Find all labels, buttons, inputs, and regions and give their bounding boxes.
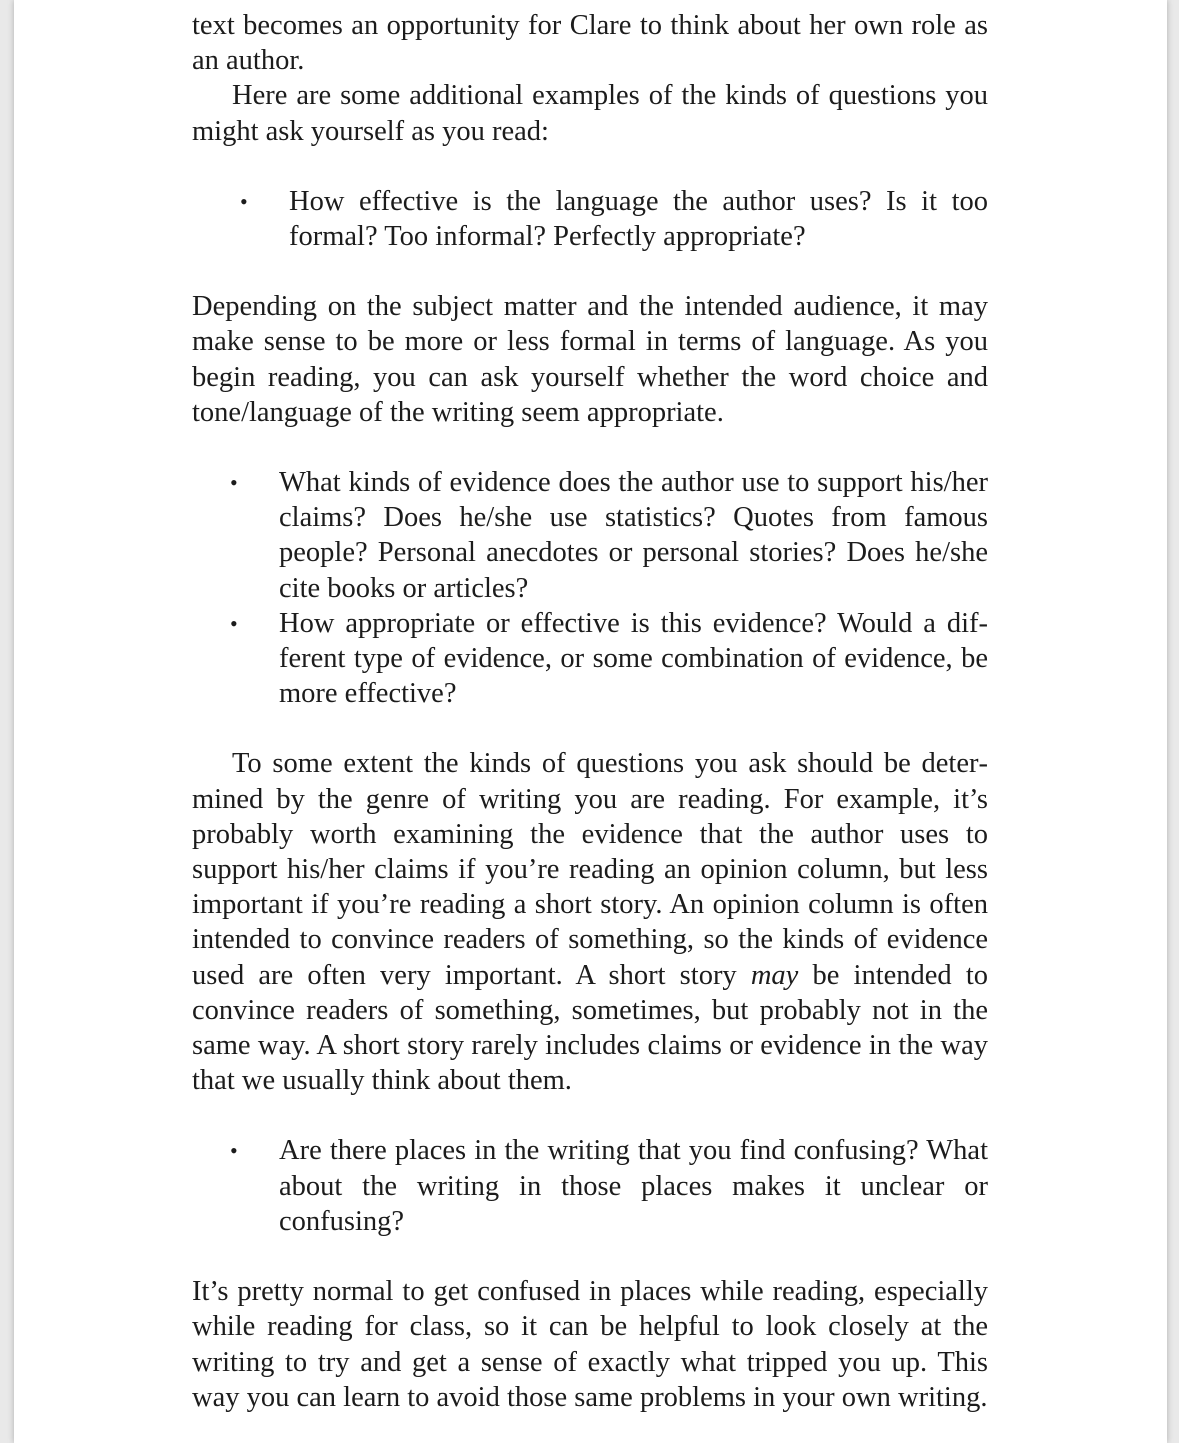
paragraph-genre-part-2: be intended to convince readers of something, sometimes, but probably not in the same way. A short story rarely includes claims or evidence in the way that we usually think about them.: [192, 959, 988, 1097]
list-item: [192, 606, 988, 712]
bullet-list-language: [192, 184, 988, 254]
list-item: [192, 1133, 988, 1239]
page-content: [192, 8, 988, 1415]
bullet-text-evidence-kinds: What kinds of evidence does the author use to support his/her claims? Does he/she use statistics? Quotes from famous people? Personal anecdotes or personal stories? Does he/she cite books or articles?: [279, 467, 988, 604]
bullet-icon: •: [240, 188, 248, 214]
bullet-icon: •: [230, 1138, 238, 1164]
bullet-list-confusing: [192, 1133, 988, 1239]
paragraph-confusing: It’s pretty normal to get confused in places while reading, especially while reading for class, so it can be helpful to look closely at the writing to try and get a sense of exactly what tripped you up. This way you can learn to avoid those same problems in your own writing.: [192, 1276, 988, 1413]
bullet-text-evidence-effectiveness: How appropriate or effective is this evidence? Would a different type of evidence, or some combination of evidence, be more effective?: [279, 607, 988, 710]
paragraph-intro: text becomes an opportunity for Clare to think about her own role as an author.: [192, 10, 988, 77]
paragraph-genre-part-1: To some extent the kinds of questions you ask should be determined by the genre of writing you are reading. For example, it’s probably worth examining the evidence that the author uses to support his/​her claims if you’re reading an opinion column, but less important if you’re reading a short story. An opinion column is often intended to convince readers of something, so the kinds of evidence used are often very important. A short story: [192, 748, 988, 991]
list-item: [192, 465, 988, 606]
bullet-icon: •: [230, 610, 238, 636]
bullet-text-language: How effective is the language the author uses? Is it too formal? Too informal? Perfectly appropriate?: [289, 185, 988, 253]
bullet-icon: •: [230, 470, 238, 496]
bullet-list-evidence: [192, 465, 988, 711]
paragraph-language: Depending on the subject matter and the intended audience, it may make sense to be more or less formal in terms of language. As you begin reading, you can ask yourself whether the word choice and tone/​language of the writing seem appropriate.: [192, 291, 988, 428]
paragraph-genre-italic: may: [750, 959, 799, 991]
book-page: [14, 0, 1167, 1443]
bullet-text-confusing: Are there places in the writing that you find confusing? What about the writing in those places makes it unclear or confusing?: [279, 1135, 988, 1237]
paragraph-genre: [192, 746, 988, 1098]
paragraph-questions-intro: Here are some additional examples of the kinds of questions you might ask yourself as you read:: [192, 80, 988, 147]
list-item: [192, 184, 988, 254]
